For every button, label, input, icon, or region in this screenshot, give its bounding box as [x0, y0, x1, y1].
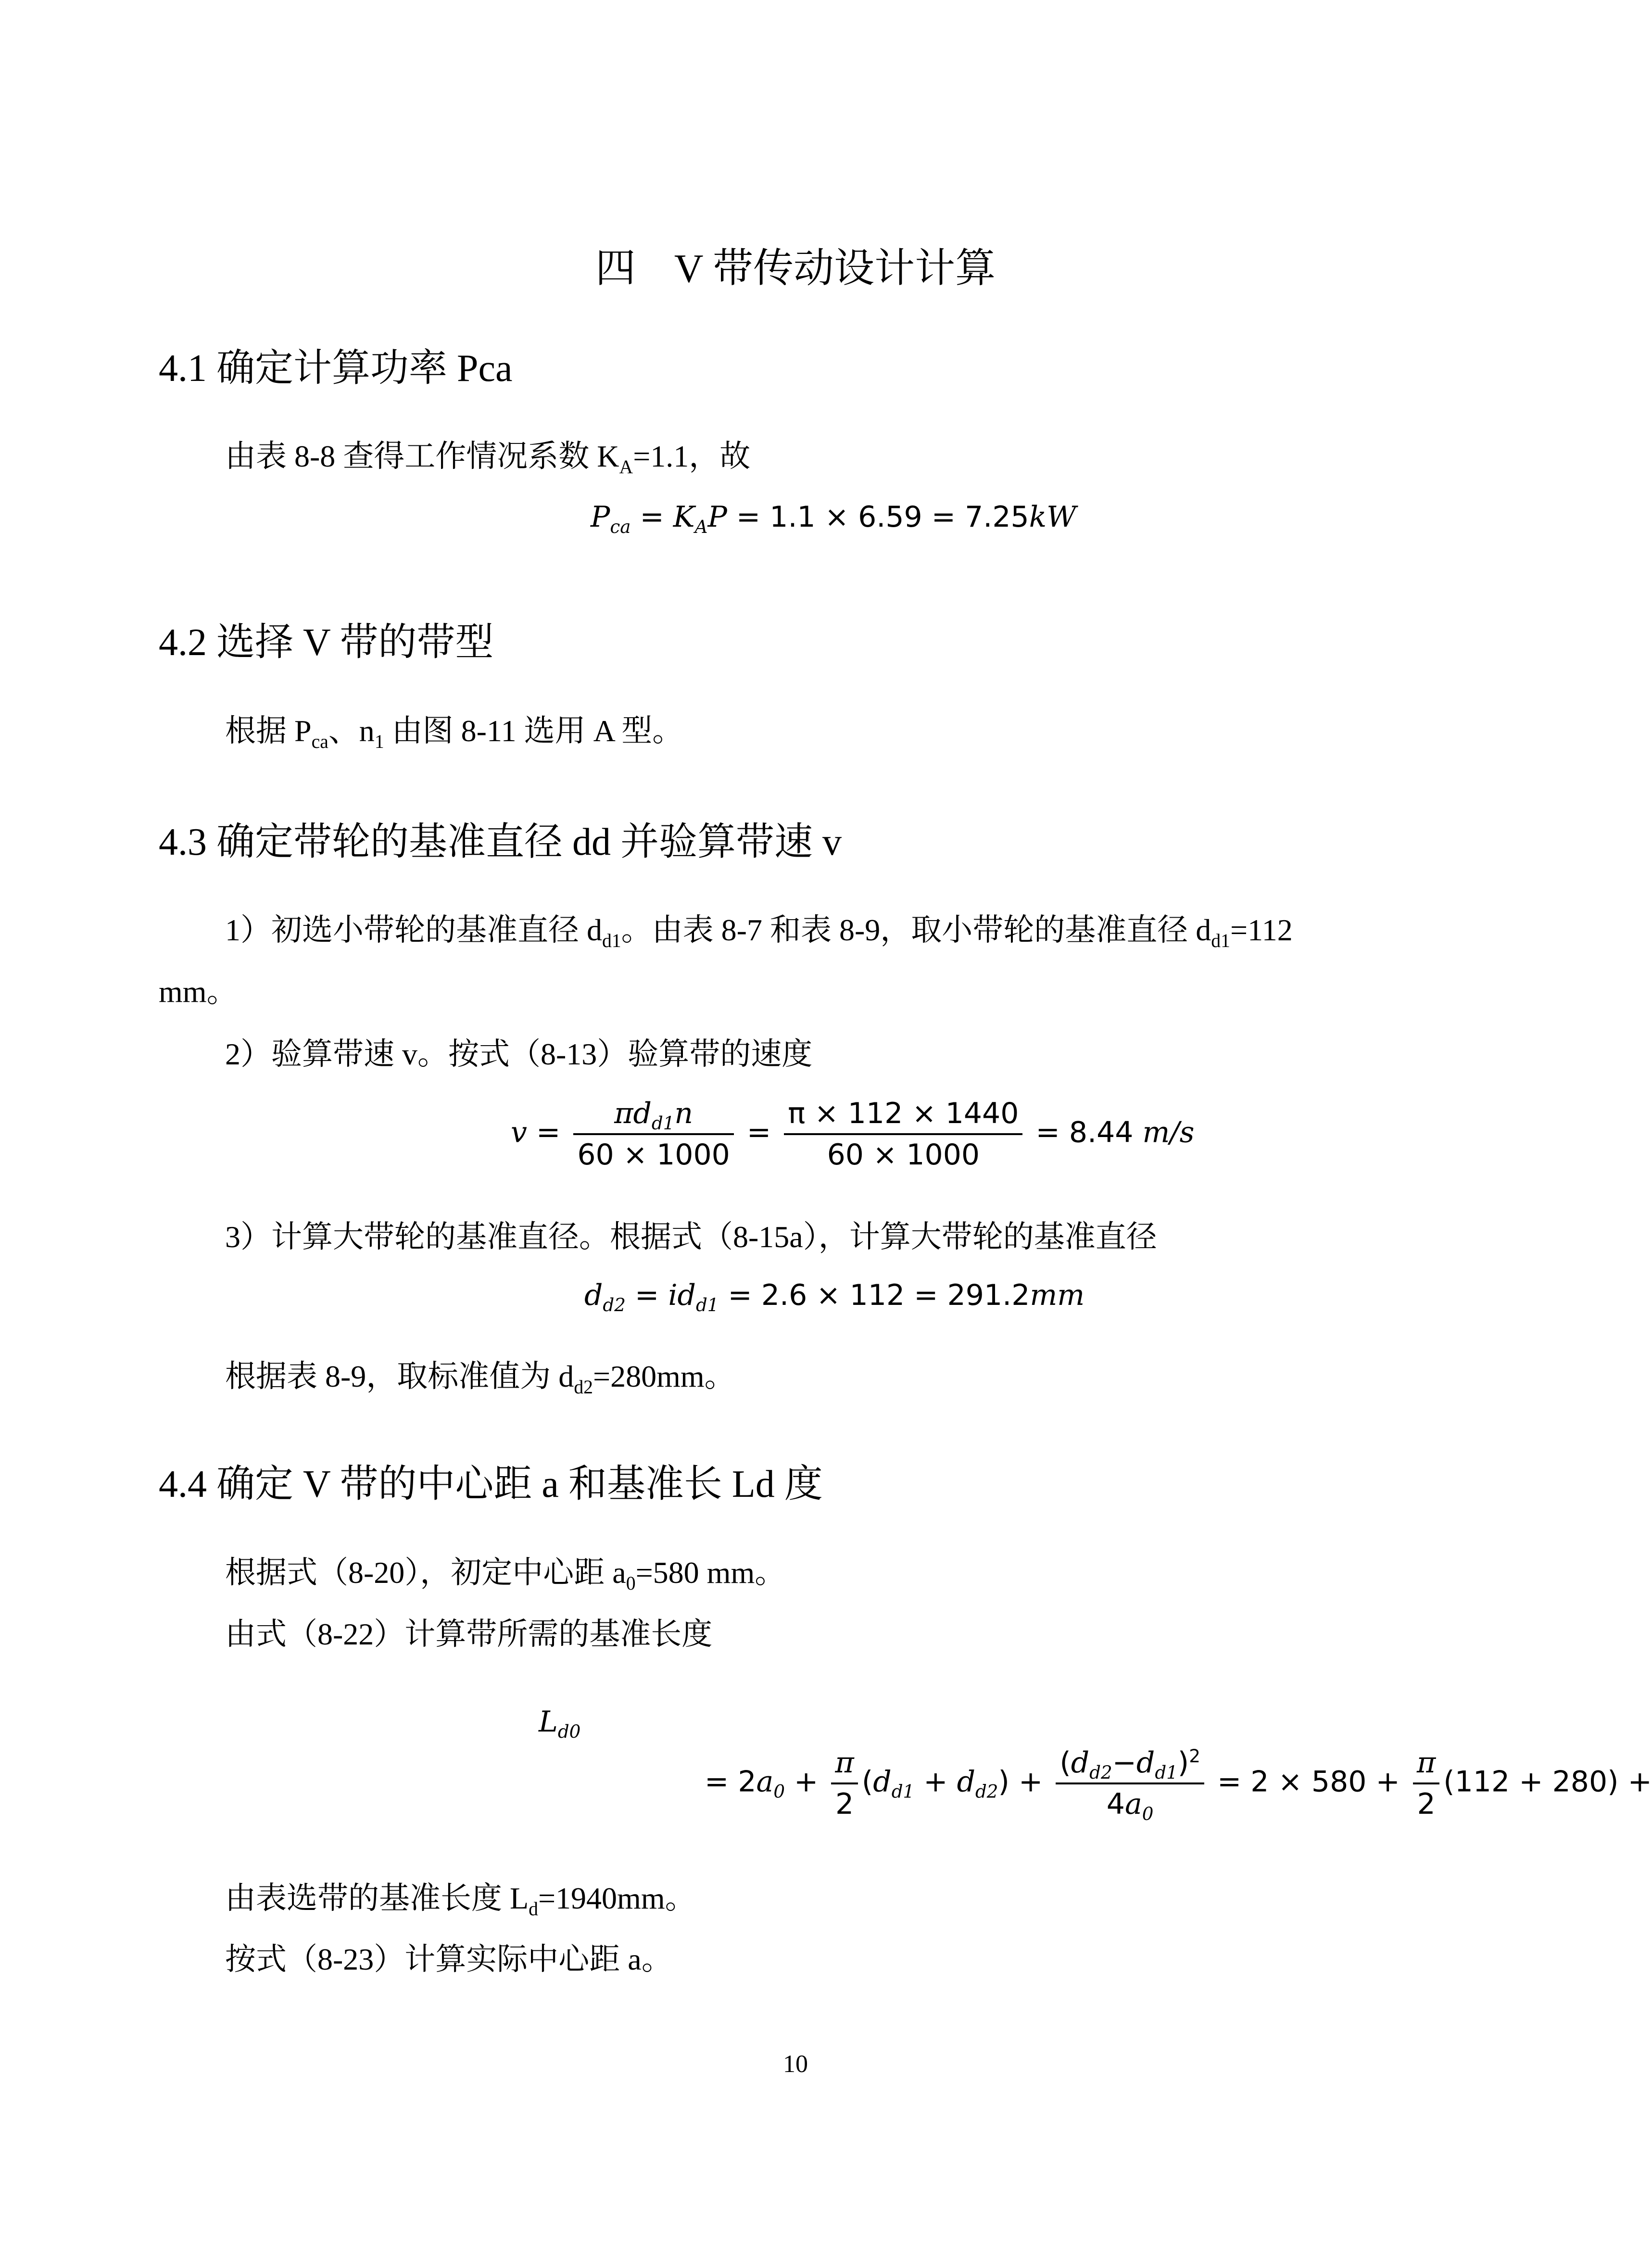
paragraph-4-3-step1: 1）初选小带轮的基准直径 $d_{d1}$。由表 8-7 和表 8-9，取小带轮的基准直径 $d_{d1}=112$ — [225, 913, 1293, 951]
fraction-diameter-diff: $\frac{(d_{d2}-d_{d1})^2}{4a_0}$ — [1056, 1746, 1204, 1821]
chapter-title — [0, 236, 1591, 294]
paragraph-4-3-step4: 根据表 8-9，取标准值为 $d_{d2}=280mm$。 — [225, 1359, 735, 1398]
fraction-pi-over-2: $\frac{\pi}{2}$ — [831, 1746, 858, 1821]
paragraph-4-4-step4: 按式（8-23）计算实际中心距 a。 — [225, 1942, 672, 1976]
heading-4-2: 4.2 选择 V 带的带型 — [159, 621, 494, 664]
heading-4-1: 4.1 确定计算功率 Pca — [159, 347, 513, 390]
equation-pca: $P_{ca} = K_AP = 1.1 \times 6.59 = 7.25kW$ — [591, 500, 1076, 538]
paragraph-4-3-step2: 2）验算带速 v。按式（8-13）验算带的速度 — [225, 1037, 813, 1071]
page-number: 10 — [783, 2050, 808, 2078]
paragraph-4-4-step1: 根据式（8-20），初定中心距 $a_0=580$ mm。 — [225, 1555, 786, 1594]
fraction-speed-numeric: $\frac{\pi \times 112 \times 1440}{60 \times 1000}$ — [784, 1097, 1022, 1172]
paragraph-4-4-step3: 由表选带的基准长度 $L_d=1940mm$。 — [225, 1881, 696, 1920]
equation-ld0-rhs: = $2a_0$ + $\frac{\pi}{2}$ $(d_{d1} + d_{d2})$ + $\frac{(d_{d2}-d_{d1})^2}{4a_0}$ = 2 × 580 + $\frac{\pi}{2}$ (112 + 280) + — [705, 1745, 1652, 1825]
chapter-title-text: V 带传动设计计算 — [674, 246, 996, 291]
equation-dd2: $d_{d2} = id_{d1} = 2.6 \times 112 = 291.2mm$ — [584, 1278, 1085, 1316]
paragraph-4-3-step1-wrap: mm。 — [159, 974, 238, 1009]
paragraph-4-2: 根据 $P_{ca}$、$n_1$ 由图 8-11 选用 A 型。 — [225, 714, 683, 752]
paragraph-4-1: 由表 8-8 查得工作情况系数 $K_A=1.1$，故 — [225, 439, 751, 478]
fraction-pi-over-2-numeric: $\frac{\pi}{2}$ — [1413, 1746, 1439, 1821]
heading-4-4: 4.4 确定 V 带的中心距 a 和基准长 Ld 度 — [159, 1463, 823, 1505]
equation-ld0-lhs: $L_{d0}$ — [539, 1705, 581, 1743]
chapter-number: 四 — [595, 246, 636, 291]
fraction-speed-symbolic: $\frac{\pi d_{d1}n}{60 \times 1000}$ — [573, 1097, 733, 1172]
heading-4-3: 4.3 确定带轮的基准直径 dd 并验算带速 v — [159, 821, 842, 863]
paragraph-4-4-step2: 由式（8-22）计算带所需的基准长度 — [225, 1617, 713, 1651]
equation-belt-speed: v = $\frac{\pi d_{d1}n}{60 \times 1000}$ = $\frac{\pi \times 112 \times 1440}{60 \times 1000}$ = 8.44 m/s — [511, 1097, 1195, 1172]
paragraph-4-3-step3: 3）计算大带轮的基准直径。根据式（8-15a），计算大带轮的基准直径 — [225, 1220, 1157, 1254]
